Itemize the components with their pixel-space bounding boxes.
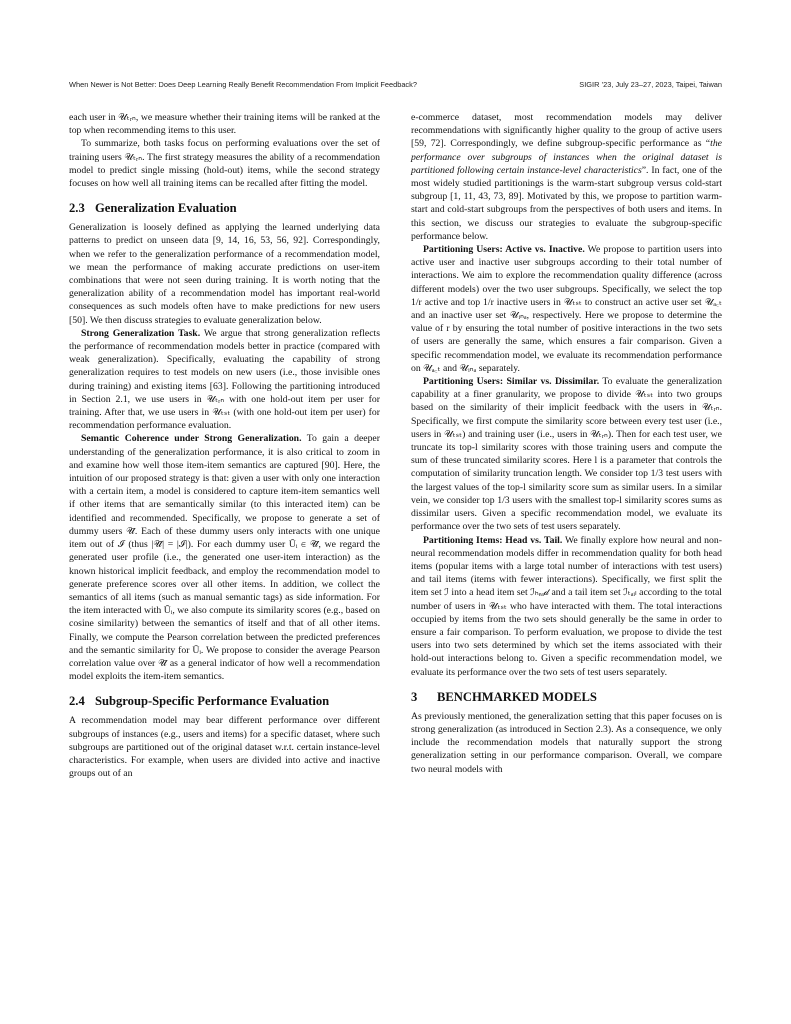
paragraph-strong-generalization	[69, 327, 380, 433]
text-part: ”. In fact, one of the most widely studied partitionings is the warm-start subgroup versus cold-start subgroup [1, 11, 43, 73, 89]. Motivated by this, we propose to partition warm-start and cold-start subgroups from the perspectives of both users and items. In this section, we discuss our strategies to evaluate the subgroup-specific performance below.	[411, 164, 723, 242]
paragraph-subgroup-intro: A recommendation model may bear different performance over different subgroups of instances (e.g., users and items) for a specific dataset, where such subgroups are partitioned out of the original dataset w.r.t. certain instance-level characteristics. For example, when users are divided into active and inactive groups out of an	[69, 715, 380, 780]
paragraph-subgroup-definition	[411, 111, 722, 243]
text-part: e-commerce dataset, most recommendation models may deliver recommendations with significantly higher quality to the group of active users [59, 72]. Correspondingly, we define subgroup-specific performance as “	[411, 112, 722, 150]
running-header-venue: SIGIR ’23, July 23–27, 2023, Taipei, Taiwan	[579, 80, 722, 89]
runin-heading: Semantic Coherence under Strong Generalization.	[81, 433, 302, 445]
running-header	[69, 80, 722, 94]
paragraph-body: We propose to partition users into active user and inactive user subgroups according to their total number of interactions. We aim to explore the recommendation quality difference (across different models) over the two user subgroups. Specifically, we select the top 1/r active and top 1/r inactive users in 𝒰ₜₛₜ to construct an active user set 𝒰ₐ꜀ₜ and an inactive user set 𝒰ᵢₙₐ, respectively. Here we propose to determine the value of r by ensuring the total number of positive interactions in the two sets of users are generally the same, which ensures a fair comparison. Given a specific recommendation model, we evaluate its recommendation performance on 𝒰ₐ꜀ₜ and 𝒰ᵢₙₐ separately.	[411, 244, 722, 374]
section-number: 2.3	[69, 201, 85, 216]
section-title: Subgroup-Specific Performance Evaluation	[95, 694, 330, 709]
section-2-4-heading	[69, 694, 380, 709]
runin-heading: Partitioning Users: Active vs. Inactive.	[423, 244, 585, 256]
paragraph-body: We argue that strong generalization reflects the performance of recommendation models better in practice (compared with weak generalization). Specifically, evaluating the capability of strong generalization requires to test models on new users (i.e., those invisible ones during training) and existing items [63]. Following the partitioning introduced in Section 2.1, we use users in 𝒰ₜᵣₙ with one hold-out item per user for training. After that, we use users in 𝒰ₜₛₜ (with one hold-out item per user) for recommendation performance evaluation.	[69, 327, 380, 432]
runin-heading: Partitioning Items: Head vs. Tail.	[423, 534, 563, 546]
paragraph-head-tail	[411, 534, 722, 679]
paragraph-body: We finally explore how neural and non-neural recommendation models differ in recommendation quality for both head items (popular items with a large total number of interactions with test users) and tail items (items with fewer interactions). Specifically, we first split the item set ℐ into a head item set ℐₕₑₐ𝒹 and a tail item set ℐₜₐᵢₗ according to the total number of users in 𝒰ₜₛₜ who have interacted with them. The total interactions occupied by items from the two sets should generally be the same in order to ensure a fair comparison. To perform evaluation, we propose to divide the test users into two sets determined by which set the items associated with their hold-out interactions belong to. Given a specific recommendation model, we evaluate its performance over the two sets of test users separately.	[411, 534, 722, 678]
paragraph-semantic-coherence	[69, 432, 380, 683]
section-title: BENCHMARKED MODELS	[437, 689, 597, 704]
paragraph-similar-dissimilar	[411, 375, 722, 533]
section-2-3-heading	[69, 201, 380, 216]
running-header-title: When Newer is Not Better: Does Deep Learning Really Benefit Recommendation From Implicit Feedback?	[69, 80, 417, 89]
runin-heading: Partitioning Users: Similar vs. Dissimilar.	[423, 376, 600, 388]
definition-quote: the performance over subgroups of instances when the original dataset is partitioned following certain instance-level characteristics	[411, 138, 722, 176]
paragraph-active-inactive	[411, 243, 722, 375]
paragraph-intro-continued: each user in 𝒰ₜᵣₙ, we measure whether their training items will be ranked at the top when recommending items to this user.	[69, 112, 380, 137]
section-3-heading	[411, 690, 722, 705]
section-title: Generalization Evaluation	[95, 201, 237, 216]
paragraph-intro-summary: To summarize, both tasks focus on performing evaluations over the set of training users 𝒰ₜᵣₙ. The first strategy measures the ability of a recommendation model to predict single missing (hold-out) items, while the second strategy focuses on how well all training items can be recalled after fitting the model.	[69, 138, 380, 190]
runin-heading: Strong Generalization Task.	[81, 327, 201, 339]
paragraph-body: To evaluate the generalization capability at a finer granularity, we propose to divide 𝒰ₜₛₜ into two groups based on the similarity of their implicit feedback with the users in 𝒰ₜᵣₙ. Specifically, we first compute the similarity score between every test user (i.e., users in 𝒰ₜₛₜ) and training user (i.e., users in 𝒰ₜᵣₙ). Then for each test user, we truncate its top-l similarity scores with those training users and compute the sum of these truncated similarity scores. Here l is a parameter that controls the computation of similarity truncation length. We consider top 1/3 test users with the largest values of the top-l similarity score sum as similar users. In a similar vein, we consider top 1/3 users with the smallest top-l similarity scores sums as dissimilar users. Given a specific recommendation model, we evaluate its performance over the two sets of test users separately.	[411, 376, 722, 533]
right-column	[411, 111, 722, 776]
paragraph-body: To gain a deeper understanding of the generalization performance, it is also critical to zoom in and examine how well those item-item semantics are captured [90]. Here, the intuition of our proposed strategy is that: given a user with only one interaction with a certain item, a model is considered to capture item-item semantics well if other items that are semantically similar (to this interacted item) can be identified and recommended. Specifically, we propose to generate a set of dummy users 𝒰̃. Each of these dummy users only interacts with one unique item out of ℐ (thus |𝒰̃| = |ℐ|). For each dummy user Ũᵢ ∈ 𝒰̃, we regard the generated user profile (i.e., the generated one user-item interaction) as the known historical implicit feedback, and employ the recommendation model to generate preference scores over all other items. In addition, we collect the semantics of all items (such as manual semantic tags) as side information. For the item interacted with Ũᵢ, we also compute its similarity scores (e.g., based on cosine similarity) between the semantics of itself and that of all other items. Finally, we compute the Pearson correlation between the predicted preferences and the semantic similarity for Ũᵢ. We propose to consider the average Pearson correlation value over 𝒰̃ as a general indicator of how well a recommendation model exploits the item-item semantics.	[69, 433, 380, 683]
paragraph-generalization-definition: Generalization is loosely defined as applying the learned underlying data patterns to predict on unseen data [9, 14, 16, 53, 56, 92]. Correspondingly, when we refer to the generalization performance of a recommendation model, we mean the performance of making accurate predictions on user-item combinations that were not seen during training. It is worth noting that the generalization ability of a recommendation model has important real-world consequences as such models often have to make predictions for new users [50]. We then discuss strategies to evaluate generalization below.	[69, 222, 380, 326]
section-number: 2.4	[69, 694, 85, 709]
paragraph-benchmarked-models: As previously mentioned, the generalization setting that this paper focuses on is strong generalization (as introduced in Section 2.3). As a consequence, we only include the recommendation models that naturally support the strong generalization setting in our performance comparison. Overall, we compare two neural models with	[411, 710, 722, 775]
section-number: 3	[411, 689, 418, 704]
left-column	[69, 111, 380, 780]
